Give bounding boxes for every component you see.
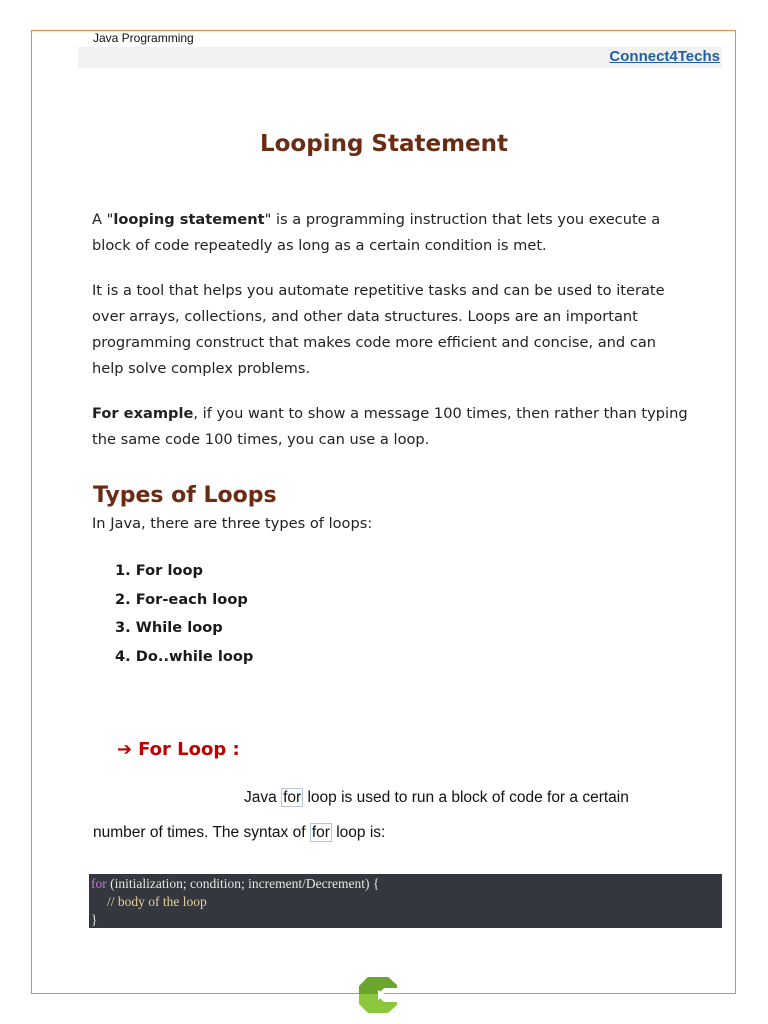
types-heading: Types of Loops <box>93 483 277 508</box>
header-doc-title: Java Programming <box>93 31 194 45</box>
for-keyword: for <box>283 789 302 806</box>
intro-paragraph-3: For example, if you want to show a message 100 times, then rather than typing the same code 100 times, you can use a loop. <box>92 405 688 448</box>
for-loop-sentence-1: Java for loop is used to run a block of code for a certain <box>244 789 629 806</box>
for-loop-heading: ➔ For Loop : <box>117 739 240 760</box>
loop-types-list <box>115 558 253 672</box>
code-line: for (initialization; condition; increment/Decrement) { <box>91 876 380 891</box>
list-item: 2. For-each loop <box>115 590 248 608</box>
for-loop-sentence-2: number of times. The syntax of for loop is: <box>93 824 386 841</box>
arrow-right-icon: ➔ <box>117 739 133 760</box>
code-line: } <box>91 912 98 927</box>
types-intro: In Java, there are three types of loops: <box>92 515 373 532</box>
list-item: 1. For loop <box>115 562 203 579</box>
intro-paragraph-2: It is a tool that helps you automate repetitive tasks and can be used to iterate over arrays, collections, and other data structures. Loops are an important programming construct that makes code more efficient and concise, and can help solve complex problems. <box>92 282 665 377</box>
list-item: 4. Do..while loop <box>115 647 254 665</box>
for-keyword: for <box>311 824 330 841</box>
connect4techs-logo-icon <box>359 977 397 1013</box>
looping-statement-term: looping statement <box>113 211 265 228</box>
page-title: Looping Statement <box>259 131 509 157</box>
list-item: 3. While loop <box>115 619 223 636</box>
code-block <box>89 874 722 928</box>
code-line: // body of the loop <box>107 894 207 909</box>
site-link[interactable]: Connect4Techs <box>609 48 720 65</box>
intro-paragraph-1: A "looping statement" is a programming instruction that lets you execute a block of code repeatedly as long as a certain condition is met. <box>92 211 661 254</box>
